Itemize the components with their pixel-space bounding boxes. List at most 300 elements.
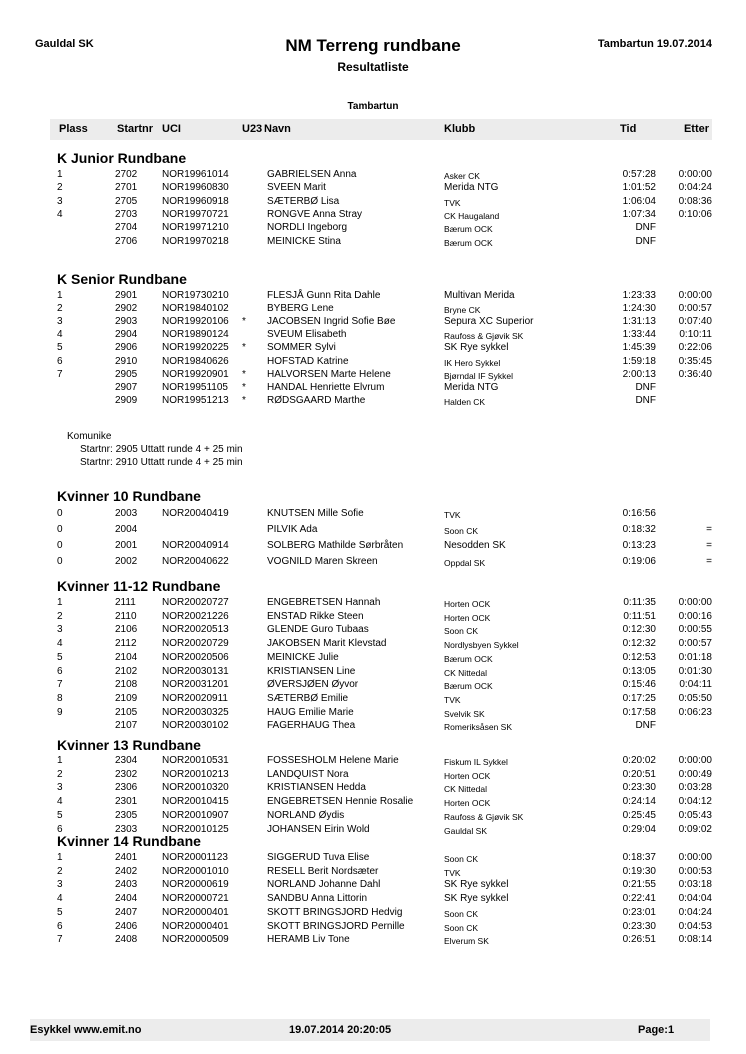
- cell-etter: 0:06:23: [678, 706, 712, 718]
- cell-navn: RESELL Berit Nordsæter: [267, 865, 379, 877]
- cell-startnr: 2004: [115, 524, 138, 536]
- cell-u23: *: [242, 316, 246, 328]
- cell-etter: 0:01:18: [678, 651, 712, 663]
- cell-navn: MEINICKE Stina: [267, 235, 341, 247]
- cell-navn: JAKOBSEN Marit Klevstad: [267, 638, 387, 650]
- cell-tid: DNF: [635, 720, 656, 732]
- cell-navn: ENSTAD Rikke Steen: [267, 610, 364, 622]
- cell-startnr: 2111: [115, 597, 136, 608]
- table-row: [0, 611, 746, 624]
- cell-plass: 3: [57, 879, 63, 891]
- cell-startnr: 2002: [115, 556, 138, 568]
- cell-plass: 3: [57, 316, 63, 328]
- cell-plass: 1: [57, 597, 63, 608]
- cell-startnr: 2003: [115, 508, 138, 519]
- cell-uci: NOR20010125: [162, 823, 229, 835]
- cell-navn: KRISTIANSEN Line: [267, 665, 356, 677]
- cell-uci: NOR20030325: [162, 706, 229, 718]
- section-title: Kvinner 11-12 Rundbane: [57, 578, 221, 594]
- cell-tid: 0:21:55: [622, 879, 656, 891]
- section-title: Kvinner 14 Rundbane: [57, 833, 201, 849]
- cell-klubb: Raufoss & Gjøvik SK: [444, 811, 524, 822]
- cell-klubb: Merida NTG: [444, 381, 499, 393]
- cell-startnr: 2109: [115, 692, 138, 704]
- table-row: [0, 303, 746, 316]
- cell-klubb: TVK: [444, 867, 461, 878]
- cell-tid: 0:12:32: [622, 638, 656, 650]
- cell-startnr: 2306: [115, 782, 138, 794]
- table-row: [0, 290, 746, 303]
- table-row: [0, 796, 746, 809]
- cell-plass: 0: [57, 508, 63, 519]
- cell-klubb: Sepura XC Superior: [444, 316, 534, 328]
- cell-tid: 0:24:14: [622, 796, 656, 808]
- cell-plass: 5: [57, 342, 63, 354]
- cell-startnr: 2703: [115, 208, 138, 220]
- cell-navn: SANDBU Anna Littorin: [267, 893, 368, 905]
- cell-startnr: 2407: [115, 906, 138, 918]
- cell-tid: 1:01:52: [622, 182, 656, 194]
- cell-startnr: 2104: [115, 651, 138, 663]
- cell-startnr: 2701: [115, 182, 138, 194]
- cell-startnr: 2304: [115, 755, 138, 766]
- cell-navn: ØVERSJØEN Øyvor: [267, 679, 359, 691]
- table-row: [0, 934, 746, 947]
- cell-startnr: 2907: [115, 381, 138, 393]
- table-row: [0, 556, 746, 569]
- cell-startnr: 2401: [115, 852, 138, 863]
- cell-klubb: CK Haugaland: [444, 210, 500, 221]
- table-row: [0, 236, 746, 249]
- cell-startnr: 2105: [115, 706, 138, 718]
- cell-plass: 0: [57, 556, 63, 568]
- cell-uci: NOR19920106: [162, 316, 229, 328]
- cell-etter: 0:00:57: [678, 303, 712, 315]
- cell-navn: FLESJÅ Gunn Rita Dahle: [267, 290, 381, 301]
- cell-startnr: 2705: [115, 195, 138, 207]
- cell-klubb: Horten OCK: [444, 612, 491, 623]
- cell-etter: 0:04:24: [678, 906, 712, 918]
- cell-uci: NOR20010415: [162, 796, 229, 808]
- table-row: [0, 921, 746, 934]
- cell-navn: RONGVE Anna Stray: [267, 208, 363, 220]
- cell-uci: NOR19920225: [162, 342, 229, 354]
- cell-plass: 2: [57, 768, 63, 780]
- cell-startnr: 2301: [115, 796, 138, 808]
- cell-startnr: 2406: [115, 920, 138, 932]
- cell-navn: SÆTERBØ Lisa: [267, 195, 340, 207]
- cell-tid: 0:13:05: [622, 665, 656, 677]
- cell-uci: NOR20000509: [162, 934, 229, 946]
- cell-klubb: Bærum OCK: [444, 653, 493, 664]
- cell-klubb: Gauldal SK: [444, 825, 487, 836]
- cell-uci: NOR20040419: [162, 508, 229, 519]
- cell-tid: DNF: [635, 381, 656, 393]
- col-navn: Navn: [264, 123, 291, 135]
- cell-navn: ENGEBRETSEN Hannah: [267, 597, 381, 608]
- cell-tid: 0:18:32: [622, 524, 656, 536]
- cell-plass: 1: [57, 169, 63, 180]
- cell-klubb: TVK: [444, 694, 461, 705]
- cell-klubb: SK Rye sykkel: [444, 879, 509, 891]
- cell-tid: 0:12:30: [622, 624, 656, 636]
- cell-tid: 1:45:39: [622, 342, 656, 354]
- cell-uci: NOR20000401: [162, 906, 229, 918]
- cell-uci: NOR19951213: [162, 394, 229, 406]
- cell-klubb: Nordlysbyen Sykkel: [444, 640, 519, 651]
- cell-etter: 0:03:28: [678, 782, 712, 794]
- cell-startnr: 2402: [115, 865, 138, 877]
- cell-etter: 0:22:06: [678, 342, 712, 354]
- cell-klubb: Raufoss & Gjøvik SK: [444, 331, 524, 342]
- table-row: [0, 316, 746, 329]
- table-row: [0, 638, 746, 651]
- cell-tid: 0:29:04: [622, 823, 656, 835]
- cell-startnr: 2408: [115, 934, 138, 946]
- table-row: [0, 893, 746, 906]
- cell-u23: *: [242, 368, 246, 380]
- section-title: K Senior Rundbane: [57, 271, 187, 287]
- cell-uci: NOR20020911: [162, 692, 228, 704]
- cell-uci: NOR20020506: [162, 651, 229, 663]
- col-uci: UCI: [162, 123, 181, 135]
- cell-navn: FAGERHAUG Thea: [267, 720, 356, 732]
- cell-uci: NOR20030131: [162, 665, 229, 677]
- cell-plass: 5: [57, 809, 63, 821]
- cell-navn: ENGEBRETSEN Hennie Rosalie: [267, 796, 414, 808]
- cell-navn: KRISTIANSEN Hedda: [267, 782, 366, 794]
- cell-tid: 0:11:35: [623, 597, 656, 608]
- cell-tid: 1:33:44: [622, 329, 656, 341]
- table-row: [0, 597, 746, 610]
- page-subtitle: Resultatliste: [337, 60, 409, 74]
- cell-tid: 0:15:46: [622, 679, 656, 691]
- section-title: K Junior Rundbane: [57, 150, 187, 166]
- cell-uci: NOR20040914: [162, 540, 229, 552]
- cell-uci: NOR19840102: [162, 303, 229, 315]
- table-row: [0, 907, 746, 920]
- cell-klubb: Horten OCK: [444, 599, 491, 609]
- cell-startnr: 2702: [115, 169, 138, 180]
- cell-plass: 0: [57, 540, 63, 552]
- cell-tid: 0:23:30: [622, 782, 656, 794]
- cell-startnr: 2108: [115, 679, 138, 691]
- cell-startnr: 2404: [115, 893, 138, 905]
- cell-etter: 0:07:40: [678, 316, 712, 328]
- cell-etter: 0:05:43: [678, 809, 712, 821]
- cell-tid: 0:16:56: [622, 508, 656, 519]
- cell-etter: 0:04:04: [678, 893, 712, 905]
- cell-tid: 0:25:45: [622, 809, 656, 821]
- cell-klubb: Elverum SK: [444, 936, 489, 947]
- col-startnr: Startnr: [117, 123, 154, 135]
- cell-uci: NOR20030102: [162, 720, 229, 732]
- cell-klubb: SK Rye sykkel: [444, 893, 509, 905]
- cell-plass: 6: [57, 355, 63, 367]
- communique-note: Startnr: 2905 Uttatt runde 4 + 25 min: [80, 444, 243, 455]
- cell-navn: NORLAND Johanne Dahl: [267, 879, 381, 891]
- cell-navn: SOLBERG Mathilde Sørbråten: [267, 540, 404, 552]
- cell-startnr: 2110: [115, 610, 137, 622]
- cell-plass: 1: [57, 755, 63, 766]
- cell-uci: NOR20021226: [162, 610, 229, 622]
- cell-startnr: 2112: [115, 638, 137, 650]
- cell-tid: 1:07:34: [622, 208, 656, 220]
- cell-startnr: 2906: [115, 342, 138, 354]
- table-row: [0, 810, 746, 823]
- cell-klubb: TVK: [444, 510, 461, 520]
- cell-klubb: Horten OCK: [444, 798, 491, 809]
- table-row: [0, 624, 746, 637]
- cell-tid: 1:24:30: [622, 303, 656, 315]
- cell-tid: 0:57:28: [622, 169, 656, 180]
- table-row: [0, 540, 746, 553]
- cell-tid: 1:31:13: [622, 316, 656, 328]
- cell-navn: NORDLI Ingeborg: [267, 222, 348, 234]
- cell-tid: 0:17:25: [622, 692, 656, 704]
- cell-navn: SIGGERUD Tuva Elise: [267, 852, 370, 863]
- cell-u23: *: [242, 394, 246, 406]
- table-row: [0, 782, 746, 795]
- table-row: [0, 329, 746, 342]
- cell-uci: NOR20010907: [162, 809, 229, 821]
- cell-klubb: Bærum OCK: [444, 237, 493, 248]
- cell-navn: HALVORSEN Marte Helene: [267, 368, 391, 380]
- cell-klubb: Soon CK: [444, 908, 479, 919]
- cell-startnr: 2001: [115, 540, 138, 552]
- cell-klubb: Oppdal SK: [444, 558, 486, 569]
- cell-etter: 0:10:11: [679, 329, 712, 341]
- cell-uci: NOR20010213: [162, 768, 229, 780]
- cell-uci: NOR19971210: [162, 222, 229, 234]
- cell-navn: SVEEN Marit: [267, 182, 326, 194]
- table-row: [0, 666, 746, 679]
- cell-tid: 2:00:13: [622, 368, 656, 380]
- cell-plass: 1: [57, 852, 63, 863]
- cell-etter: 0:00:00: [678, 755, 712, 766]
- cell-tid: 0:20:51: [622, 768, 656, 780]
- cell-plass: 3: [57, 782, 63, 794]
- cell-navn: JACOBSEN Ingrid Sofie Bøe: [267, 316, 396, 328]
- cell-etter: 0:00:00: [678, 290, 712, 301]
- cell-navn: LANDQUIST Nora: [267, 768, 349, 780]
- communique-heading: Komunike: [67, 431, 112, 442]
- cell-plass: 4: [57, 208, 63, 220]
- cell-klubb: SK Rye sykkel: [444, 342, 509, 354]
- cell-klubb: Soon CK: [444, 626, 479, 637]
- cell-uci: NOR20001010: [162, 865, 229, 877]
- cell-etter: 0:35:45: [678, 355, 712, 367]
- cell-klubb: IK Hero Sykkel: [444, 357, 501, 368]
- cell-etter: 0:05:50: [678, 692, 712, 704]
- cell-etter: =: [706, 556, 712, 568]
- cell-startnr: 2910: [115, 355, 138, 367]
- cell-startnr: 2102: [115, 665, 138, 677]
- cell-tid: 0:19:30: [622, 865, 656, 877]
- cell-navn: GLENDE Guro Tubaas: [267, 624, 369, 636]
- cell-klubb: Merida NTG: [444, 182, 499, 194]
- cell-plass: 2: [57, 182, 63, 194]
- cell-plass: 2: [57, 865, 63, 877]
- cell-uci: NOR19961014: [162, 169, 229, 180]
- cell-startnr: 2106: [115, 624, 138, 636]
- table-row: [0, 209, 746, 222]
- cell-uci: NOR19970721: [162, 208, 229, 220]
- cell-uci: NOR19730210: [162, 290, 229, 301]
- cell-tid: 1:06:04: [622, 195, 656, 207]
- cell-klubb: CK Nittedal: [444, 784, 487, 795]
- cell-uci: NOR20031201: [162, 679, 229, 691]
- table-row: [0, 356, 746, 369]
- cell-plass: 3: [57, 195, 63, 207]
- cell-uci: NOR20000401: [162, 920, 229, 932]
- cell-plass: 0: [57, 524, 63, 536]
- cell-plass: 2: [57, 303, 63, 315]
- cell-uci: NOR20020727: [162, 597, 229, 608]
- cell-tid: 0:19:06: [622, 556, 656, 568]
- col-u23: U23: [242, 123, 263, 135]
- cell-navn: VOGNILD Maren Skreen: [267, 556, 378, 568]
- cell-plass: 7: [57, 679, 63, 691]
- table-row: [0, 342, 746, 355]
- cell-klubb: Fiskum IL Sykkel: [444, 757, 508, 767]
- cell-etter: 0:08:36: [678, 195, 712, 207]
- footer-bar: [30, 1019, 710, 1041]
- cell-etter: 0:04:11: [679, 679, 712, 691]
- cell-klubb: Halden CK: [444, 396, 486, 407]
- cell-etter: 0:00:16: [678, 610, 712, 622]
- cell-etter: 0:00:00: [678, 169, 712, 180]
- cell-plass: 6: [57, 823, 63, 835]
- cell-navn: SÆTERBØ Emilie: [267, 692, 349, 704]
- cell-startnr: 2909: [115, 394, 138, 406]
- cell-plass: 3: [57, 624, 63, 636]
- cell-navn: SVEUM Elisabeth: [267, 329, 347, 341]
- cell-klubb: Bjørndal IF Sykkel: [444, 370, 513, 381]
- table-row: [0, 866, 746, 879]
- table-row: [0, 693, 746, 706]
- cell-plass: 7: [57, 934, 63, 946]
- cell-tid: 0:18:37: [622, 852, 656, 863]
- venue-date: Tambartun 19.07.2014: [597, 38, 712, 50]
- cell-tid: 0:26:51: [622, 934, 656, 946]
- cell-plass: 6: [57, 665, 63, 677]
- cell-tid: 0:23:01: [622, 906, 656, 918]
- table-row: [0, 382, 746, 395]
- table-row: [0, 769, 746, 782]
- cell-u23: *: [242, 342, 246, 354]
- cell-plass: 8: [57, 692, 63, 704]
- table-row: [0, 222, 746, 235]
- cell-klubb: Multivan Merida: [444, 290, 515, 301]
- table-row: [0, 652, 746, 665]
- cell-klubb: Nesodden SK: [444, 540, 506, 552]
- cell-tid: 0:22:41: [622, 893, 656, 905]
- footer-page: Page:1: [638, 1024, 675, 1036]
- cell-uci: NOR20001123: [162, 852, 228, 863]
- table-row: [0, 369, 746, 382]
- table-row: [0, 879, 746, 892]
- cell-navn: SOMMER Sylvi: [267, 342, 336, 354]
- col-etter: Etter: [683, 123, 709, 135]
- col-klubb: Klubb: [444, 123, 476, 135]
- cell-klubb: Bryne CK: [444, 305, 481, 316]
- section-title: Kvinner 13 Rundbane: [57, 737, 201, 753]
- cell-navn: BYBERG Lene: [267, 303, 334, 315]
- table-row: [0, 755, 746, 768]
- table-row: [0, 524, 746, 537]
- cell-plass: 5: [57, 906, 63, 918]
- cell-klubb: Asker CK: [444, 171, 480, 181]
- column-header-bar: [50, 119, 712, 140]
- cell-tid: DNF: [635, 394, 656, 406]
- cell-tid: 0:11:51: [623, 610, 656, 622]
- cell-etter: 0:10:06: [678, 208, 712, 220]
- footer-source: Esykkel www.emit.no: [30, 1024, 142, 1036]
- cell-etter: 0:00:55: [678, 624, 712, 636]
- table-row: [0, 707, 746, 720]
- table-row: [0, 679, 746, 692]
- cell-navn: HANDAL Henriette Elvrum: [267, 381, 385, 393]
- page-title: NM Terreng rundbane: [285, 36, 461, 55]
- cell-navn: HERAMB Liv Tone: [267, 934, 350, 946]
- cell-etter: 0:00:53: [678, 865, 712, 877]
- cell-etter: 0:09:02: [678, 823, 712, 835]
- cell-plass: 4: [57, 329, 63, 341]
- cell-tid: 0:20:02: [622, 755, 656, 766]
- cell-startnr: 2903: [115, 316, 138, 328]
- cell-klubb: CK Nittedal: [444, 667, 487, 678]
- cell-tid: 0:13:23: [622, 540, 656, 552]
- cell-uci: NOR19951105: [162, 381, 228, 393]
- cell-startnr: 2905: [115, 368, 138, 380]
- cell-startnr: 2706: [115, 235, 138, 247]
- cell-etter: =: [706, 540, 712, 552]
- cell-uci: NOR20020513: [162, 624, 229, 636]
- cell-plass: 1: [57, 290, 63, 301]
- cell-uci: NOR20040622: [162, 556, 229, 568]
- table-row: [0, 182, 746, 195]
- cell-navn: KNUTSEN Mille Sofie: [267, 508, 364, 519]
- cell-startnr: 2302: [115, 768, 138, 780]
- cell-etter: 0:01:30: [678, 665, 712, 677]
- cell-uci: NOR20000619: [162, 879, 229, 891]
- cell-klubb: TVK: [444, 197, 461, 208]
- table-row: [0, 508, 746, 521]
- cell-etter: 0:36:40: [678, 368, 712, 380]
- cell-etter: 0:08:14: [678, 934, 712, 946]
- cell-klubb: Bærum OCK: [444, 681, 493, 692]
- cell-plass: 4: [57, 796, 63, 808]
- cell-plass: 4: [57, 638, 63, 650]
- cell-startnr: 2107: [115, 720, 138, 732]
- cell-etter: 0:00:00: [678, 597, 712, 608]
- cell-tid: 1:23:33: [622, 290, 656, 301]
- cell-startnr: 2704: [115, 222, 138, 234]
- cell-etter: 0:00:49: [678, 768, 712, 780]
- cell-uci: NOR20000721: [162, 893, 229, 905]
- cell-tid: DNF: [635, 235, 656, 247]
- footer-printed-time: 19.07.2014 20:20:05: [289, 1024, 392, 1036]
- cell-startnr: 2901: [115, 290, 138, 301]
- cell-startnr: 2403: [115, 879, 138, 891]
- cell-klubb: Romeriksåsen SK: [444, 722, 513, 733]
- cell-u23: *: [242, 381, 246, 393]
- cell-navn: HAUG Emilie Marie: [267, 706, 354, 718]
- cell-etter: 0:04:24: [678, 182, 712, 194]
- cell-tid: 0:17:58: [622, 706, 656, 718]
- cell-startnr: 2305: [115, 809, 138, 821]
